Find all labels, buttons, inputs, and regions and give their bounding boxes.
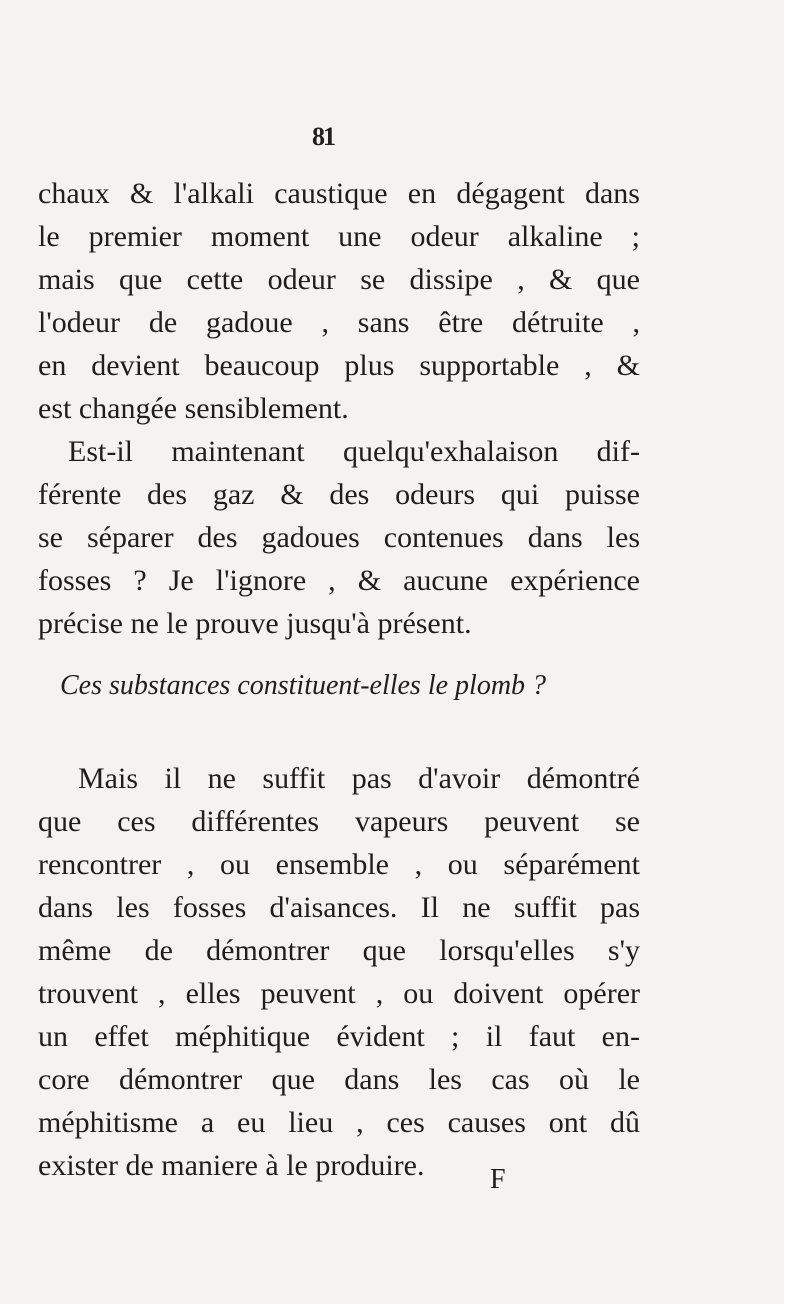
text-line: trouvent , elles peuvent , ou doivent opérer — [38, 977, 640, 1010]
section-heading: Ces substances constituent-elles le plomb ? — [60, 670, 547, 701]
text-line: férente des gaz & des odeurs qui puisse — [38, 478, 640, 511]
text-line: se séparer des gadoues contenues dans les — [38, 521, 640, 554]
text-line: mais que cette odeur se dissipe , & que — [38, 263, 640, 296]
text-line: dans les fosses d'aisances. Il ne suffit pas — [38, 891, 640, 924]
text-line: est changée sensiblement. — [38, 392, 349, 425]
text-line: méphitisme a eu lieu , ces causes ont dû — [38, 1106, 640, 1139]
text-line: le premier moment une odeur alkaline ; — [38, 220, 640, 253]
text-line: Mais il ne suffit pas d'avoir démontré — [78, 762, 640, 795]
text-line: exister de maniere à le produire. — [38, 1149, 425, 1182]
text-line: l'odeur de gadoue , sans être détruite , — [38, 306, 640, 339]
text-line: précise ne le prouve jusqu'à présent. — [38, 607, 472, 640]
text-line: Est-il maintenant quelqu'exhalaison dif- — [68, 435, 640, 468]
text-line: un effet méphitique évident ; il faut en- — [38, 1020, 640, 1053]
text-line: même de démontrer que lorsqu'elles s'y — [38, 934, 640, 967]
text-line: en devient beaucoup plus supportable , & — [38, 349, 640, 382]
text-line: core démontrer que dans les cas où le — [38, 1063, 640, 1096]
page-number: 81 — [312, 122, 334, 151]
text-line: que ces différentes vapeurs peuvent se — [38, 805, 640, 838]
text-line: chaux & l'alkali caustique en dégagent dans — [38, 177, 640, 210]
text-line: rencontrer , ou ensemble , ou séparément — [38, 848, 640, 881]
text-line: fosses ? Je l'ignore , & aucune expérience — [38, 564, 640, 597]
page-edge — [784, 0, 792, 1304]
signature-mark: F — [490, 1164, 506, 1195]
